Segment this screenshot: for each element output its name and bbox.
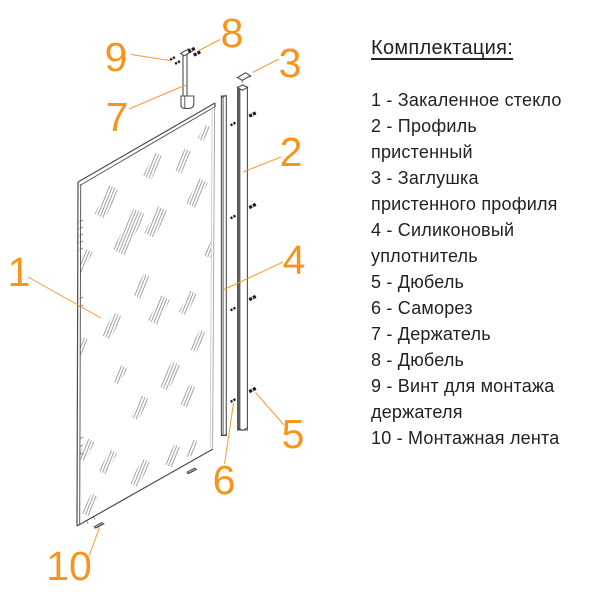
parts-list-item-7: 7 - Держатель xyxy=(371,324,491,344)
parts-list xyxy=(371,87,583,451)
wall-profile xyxy=(238,85,248,431)
glass-holder xyxy=(181,49,194,109)
callout-number-5: 5 xyxy=(281,411,305,457)
parts-list-item-4: 4 - Силиконовый уплотнитель xyxy=(371,220,515,266)
parts-list-heading: Комплектация: xyxy=(371,37,514,59)
callout-number-6: 6 xyxy=(212,457,236,503)
silicone-seal-strip xyxy=(221,95,226,436)
callout-number-9: 9 xyxy=(104,34,128,80)
callout-number-4: 4 xyxy=(282,237,306,283)
parts-list-item-9: 9 - Винт для монтажа держателя xyxy=(371,376,555,422)
parts-list-item-6: 6 - Саморез xyxy=(371,298,473,318)
parts-list-item-5: 5 - Дюбель xyxy=(371,272,465,292)
callout-number-1: 1 xyxy=(7,249,31,295)
parts-list-item-1: 1 - Закаленное стекло xyxy=(371,90,562,110)
callout-number-2: 2 xyxy=(279,129,303,175)
parts-list-panel xyxy=(371,37,583,451)
callout-number-10: 10 xyxy=(46,543,92,589)
parts-list-item-10: 10 - Монтажная лента xyxy=(371,428,560,448)
callout-number-7: 7 xyxy=(105,94,129,140)
parts-list-item-8: 8 - Дюбель xyxy=(371,350,465,370)
parts-list-item-2: 2 - Профиль пристенный xyxy=(371,116,477,162)
callout-number-8: 8 xyxy=(220,10,244,56)
parts-list-item-3: 3 - Заглушка пристенного профиля xyxy=(371,168,558,214)
profile-end-cap xyxy=(238,73,251,82)
mounting-tape-piece-right xyxy=(187,468,196,474)
callout-number-3: 3 xyxy=(278,40,302,86)
